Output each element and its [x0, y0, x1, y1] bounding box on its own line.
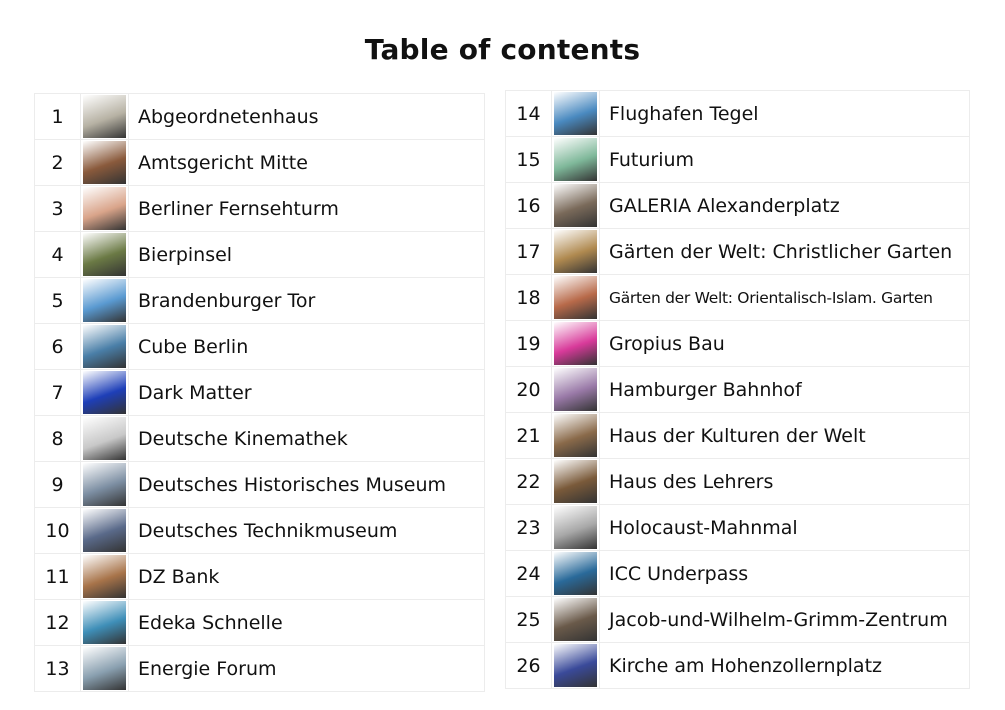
building-photo-icon — [83, 233, 126, 276]
memorial-photo-icon — [554, 506, 597, 549]
toc-entry[interactable] — [506, 367, 970, 413]
roof-photo-icon — [554, 414, 597, 457]
museum-photo-icon — [83, 463, 126, 506]
toc-entry[interactable] — [35, 94, 485, 140]
entry-name[interactable]: Haus der Kulturen der Welt — [600, 413, 970, 459]
entry-thumbnail-cell — [81, 554, 129, 600]
toc-entry[interactable] — [35, 186, 485, 232]
tower-block-photo-icon — [554, 460, 597, 503]
interior-photo-icon — [554, 138, 597, 181]
entry-thumbnail-cell — [552, 459, 600, 505]
interior-photo-icon — [83, 95, 126, 138]
library-photo-icon — [554, 598, 597, 641]
page-title: Table of contents — [364, 33, 641, 66]
toc-entry[interactable] — [35, 278, 485, 324]
entry-number: 25 — [506, 597, 552, 643]
toc-entry[interactable] — [506, 459, 970, 505]
toc-entry[interactable] — [35, 646, 485, 692]
toc-entry[interactable] — [35, 232, 485, 278]
toc-entry[interactable] — [506, 505, 970, 551]
entry-thumbnail-cell — [81, 370, 129, 416]
entry-name[interactable]: DZ Bank — [129, 554, 485, 600]
toc-entry[interactable] — [35, 324, 485, 370]
entry-number: 12 — [35, 600, 81, 646]
entry-number: 5 — [35, 278, 81, 324]
entry-thumbnail-cell — [81, 94, 129, 140]
entry-name[interactable]: Gropius Bau — [600, 321, 970, 367]
toc-entry[interactable] — [506, 321, 970, 367]
entry-number: 24 — [506, 551, 552, 597]
escalator-photo-icon — [554, 184, 597, 227]
entry-name[interactable]: Bierpinsel — [129, 232, 485, 278]
entry-number: 14 — [506, 91, 552, 137]
tower-photo-icon — [83, 187, 126, 230]
interior-photo-icon — [83, 647, 126, 690]
church-photo-icon — [554, 644, 597, 687]
entry-thumbnail-cell — [552, 321, 600, 367]
entry-thumbnail-cell — [552, 643, 600, 689]
entry-name[interactable]: Cube Berlin — [129, 324, 485, 370]
toc-entry[interactable] — [506, 413, 970, 459]
entry-number: 1 — [35, 94, 81, 140]
toc-entry[interactable] — [506, 551, 970, 597]
entry-thumbnail-cell — [552, 183, 600, 229]
entry-name[interactable]: Deutsches Technikmuseum — [129, 508, 485, 554]
entry-thumbnail-cell — [552, 137, 600, 183]
entry-name[interactable]: Holocaust-Mahnmal — [600, 505, 970, 551]
entry-thumbnail-cell — [81, 324, 129, 370]
entry-thumbnail-cell — [81, 232, 129, 278]
toc-entry[interactable] — [35, 416, 485, 462]
entry-number: 16 — [506, 183, 552, 229]
installation-photo-icon — [554, 322, 597, 365]
entry-name[interactable]: Gärten der Welt: Orientalisch-Islam. Garten — [600, 275, 970, 321]
entry-name[interactable]: Berliner Fernsehturm — [129, 186, 485, 232]
entry-thumbnail-cell — [552, 597, 600, 643]
entry-thumbnail-cell — [81, 646, 129, 692]
toc-column-right — [505, 90, 970, 689]
entry-number: 2 — [35, 140, 81, 186]
entry-thumbnail-cell — [552, 275, 600, 321]
toc-entry[interactable] — [35, 462, 485, 508]
entry-thumbnail-cell — [81, 416, 129, 462]
entry-thumbnail-cell — [81, 508, 129, 554]
entry-thumbnail-cell — [552, 551, 600, 597]
entry-number: 13 — [35, 646, 81, 692]
interior-photo-icon — [83, 417, 126, 460]
entry-number: 7 — [35, 370, 81, 416]
entry-thumbnail-cell — [552, 91, 600, 137]
entry-name[interactable]: Haus des Lehrers — [600, 459, 970, 505]
entry-name[interactable]: GALERIA Alexanderplatz — [600, 183, 970, 229]
entry-name[interactable]: Abgeordnetenhaus — [129, 94, 485, 140]
aircraft-photo-icon — [83, 509, 126, 552]
entry-number: 19 — [506, 321, 552, 367]
toc-column-left — [34, 93, 485, 692]
toc-entry[interactable] — [35, 508, 485, 554]
toc-entry[interactable] — [506, 229, 970, 275]
entry-number: 18 — [506, 275, 552, 321]
cube-photo-icon — [83, 325, 126, 368]
entry-number: 11 — [35, 554, 81, 600]
staircase-photo-icon — [83, 141, 126, 184]
toc-entry[interactable] — [35, 600, 485, 646]
toc-entry[interactable] — [506, 597, 970, 643]
entry-name[interactable]: Amtsgericht Mitte — [129, 140, 485, 186]
cloister-photo-icon — [554, 230, 597, 273]
entry-name[interactable]: ICC Underpass — [600, 551, 970, 597]
toc-entry[interactable] — [506, 91, 970, 137]
arch-photo-icon — [554, 276, 597, 319]
entry-thumbnail-cell — [552, 229, 600, 275]
entry-name[interactable]: Flughafen Tegel — [600, 91, 970, 137]
entry-name[interactable]: Futurium — [600, 137, 970, 183]
entry-number: 6 — [35, 324, 81, 370]
entry-number: 9 — [35, 462, 81, 508]
entry-name[interactable]: Brandenburger Tor — [129, 278, 485, 324]
entry-name[interactable]: Deutsches Historisches Museum — [129, 462, 485, 508]
entry-name[interactable]: Kirche am Hohenzollernplatz — [600, 643, 970, 689]
entry-thumbnail-cell — [552, 413, 600, 459]
entry-thumbnail-cell — [81, 278, 129, 324]
atrium-photo-icon — [83, 555, 126, 598]
toc-entry[interactable] — [35, 140, 485, 186]
entry-name[interactable]: Energie Forum — [129, 646, 485, 692]
entry-name[interactable]: Edeka Schnelle — [129, 600, 485, 646]
entry-name[interactable]: Deutsche Kinemathek — [129, 416, 485, 462]
entry-name[interactable]: Dark Matter — [129, 370, 485, 416]
toc-entry[interactable] — [35, 554, 485, 600]
toc-entry[interactable] — [506, 643, 970, 689]
toc-entry[interactable] — [506, 183, 970, 229]
control-tower-photo-icon — [554, 92, 597, 135]
entry-thumbnail-cell — [81, 140, 129, 186]
entry-number: 26 — [506, 643, 552, 689]
entry-thumbnail-cell — [552, 367, 600, 413]
gate-photo-icon — [83, 279, 126, 322]
entry-thumbnail-cell — [81, 462, 129, 508]
facade-photo-icon — [83, 601, 126, 644]
entry-name[interactable]: Jacob-und-Wilhelm-Grimm-Zentrum — [600, 597, 970, 643]
entry-number: 8 — [35, 416, 81, 462]
entry-number: 22 — [506, 459, 552, 505]
hall-photo-icon — [554, 368, 597, 411]
entry-number: 4 — [35, 232, 81, 278]
entry-name[interactable]: Gärten der Welt: Christlicher Garten — [600, 229, 970, 275]
entry-number: 21 — [506, 413, 552, 459]
entry-number: 23 — [506, 505, 552, 551]
entry-thumbnail-cell — [81, 186, 129, 232]
light-art-photo-icon — [83, 371, 126, 414]
entry-number: 17 — [506, 229, 552, 275]
entry-number: 3 — [35, 186, 81, 232]
toc-entry[interactable] — [35, 370, 485, 416]
entry-thumbnail-cell — [81, 600, 129, 646]
tunnel-photo-icon — [554, 552, 597, 595]
toc-entry[interactable] — [506, 137, 970, 183]
entry-number: 15 — [506, 137, 552, 183]
entry-number: 20 — [506, 367, 552, 413]
entry-thumbnail-cell — [552, 505, 600, 551]
entry-number: 10 — [35, 508, 81, 554]
entry-name[interactable]: Hamburger Bahnhof — [600, 367, 970, 413]
toc-entry[interactable] — [506, 275, 970, 321]
